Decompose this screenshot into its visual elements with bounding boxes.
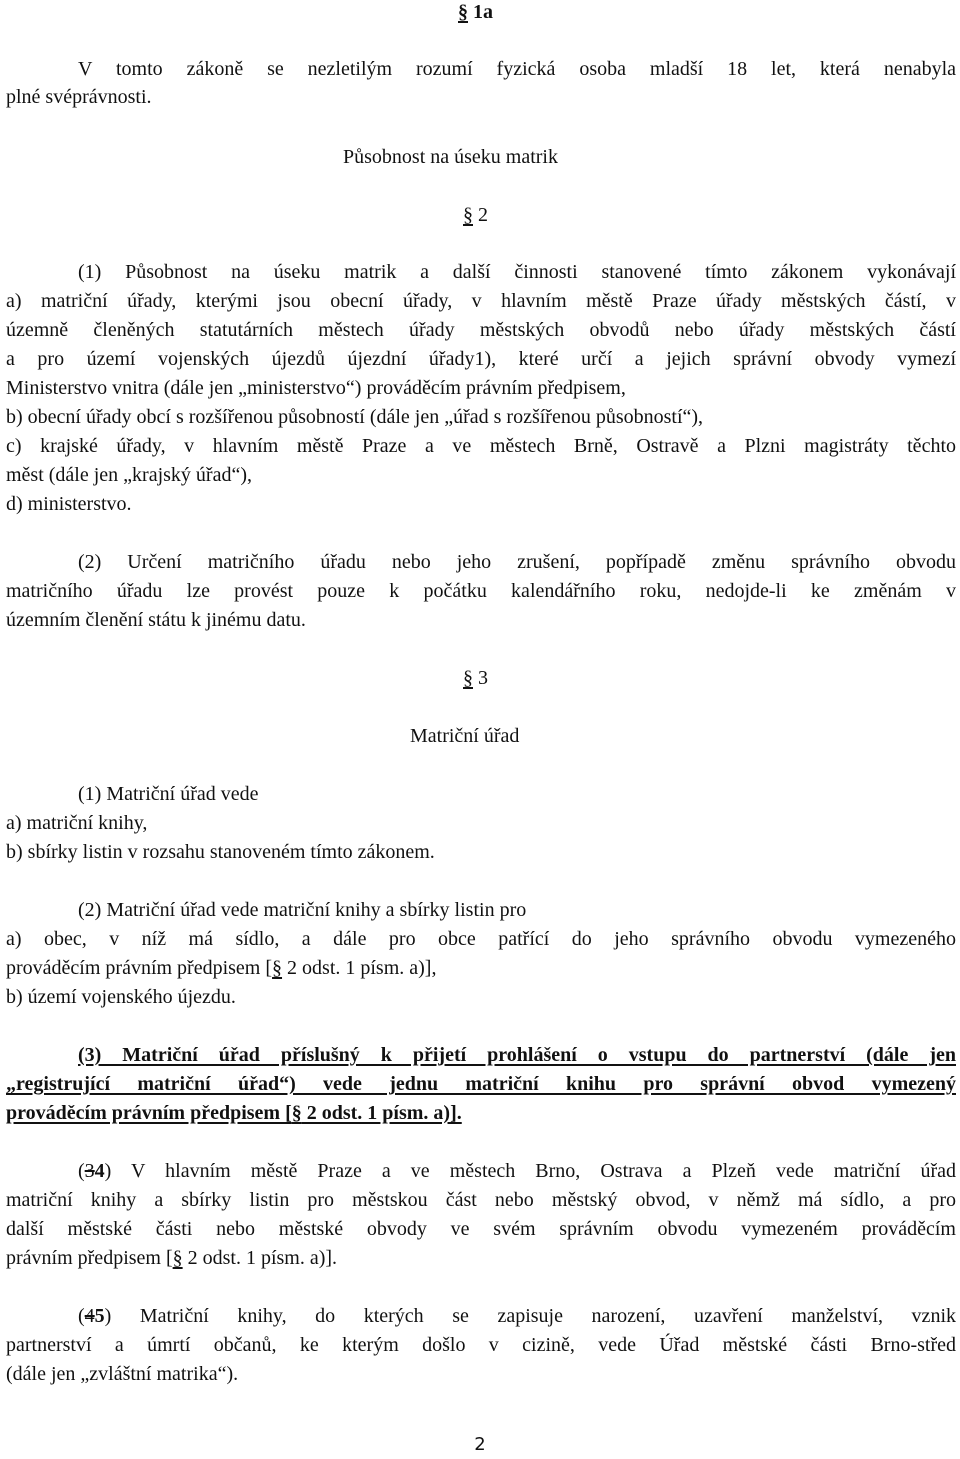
text-fragment: prováděcím právním předpisem [ (6, 957, 273, 979)
text-line: matričního úřadu lze provést pouze k počátku kalendářního roku, nedojde-li ke změnám v (6, 580, 956, 602)
section-number: 2 (478, 204, 488, 226)
text-line: d) ministerstvo. (6, 493, 132, 515)
text-line: (2) Matriční úřad vede matriční knihy a sbírky listin pro (78, 899, 527, 921)
text-fragment: prováděcím právním předpisem [ (6, 1102, 292, 1124)
section-heading-3 (463, 664, 488, 693)
section-symbol: § (463, 204, 473, 226)
text-line: matriční knihy a sbírky listin pro městskou část nebo městský obvod, v němž má sídlo, a pro (6, 1189, 956, 1211)
text-line: a) matriční úřady, kterými jsou obecní úřady, v hlavním městě Praze úřady městských částí, v (6, 290, 956, 312)
text-fragment: 2 odst. 1 písm. a)]. (301, 1102, 462, 1124)
section-symbol: § (172, 1247, 183, 1269)
part-heading: Působnost na úseku matrik (343, 146, 558, 168)
text-line: měst (dále jen „krajský úřad“), (6, 464, 253, 486)
section-symbol: § (458, 1, 468, 23)
inserted-number: 5 (94, 1305, 105, 1327)
text-line: (dále jen „zvláštní matrika“). (6, 1363, 239, 1385)
text-line: (3) Matriční úřad příslušný k přijetí prohlášení o vstupu do partnerství (dále jen (78, 1044, 956, 1066)
text-line: další městské části nebo městské obvody ve svém správním obvodu vymezeném prováděcím (6, 1218, 956, 1240)
text-fragment: ( (78, 1160, 85, 1182)
text-line: c) krajské úřady, v hlavním městě Praze a ve městech Brně, Ostravě a Plzni magistráty těchto (6, 435, 956, 457)
text-line: a pro území vojenských újezdů újezdní úřady1), které určí a jejich správní obvody vymezí (6, 348, 956, 370)
text-line: partnerství a úmrtí občanů, ke kterým došlo v cizině, vede Úřad městské části Brno-střed (6, 1334, 956, 1356)
section-symbol: § (291, 1102, 302, 1124)
text-line (78, 1302, 956, 1331)
text-line: b) sbírky listin v rozsahu stanoveném tímto zákonem. (6, 841, 435, 863)
deleted-number: 4 (84, 1305, 95, 1327)
text-line: Ministerstvo vnitra (dále jen „ministerstvo“) prováděcím právním předpisem, (6, 377, 626, 399)
text-line: (2) Určení matričního úřadu nebo jeho zrušení, popřípadě změnu správního obvodu (78, 551, 956, 573)
text-fragment: 2 odst. 1 písm. a)]. (182, 1247, 338, 1269)
text-line: b) území vojenského újezdu. (6, 986, 236, 1008)
section-heading-2 (463, 201, 488, 230)
text-fragment: právním předpisem [ (6, 1247, 173, 1269)
text-line: a) matriční knihy, (6, 812, 148, 834)
text-fragment: ) V hlavním městě Praze a ve městech Brno, Ostrava a Plzeň vede matriční úřad (104, 1160, 956, 1182)
text-line (78, 1157, 956, 1186)
text-line: územním členění státu k jinému datu. (6, 609, 306, 631)
section-symbol: § (272, 957, 283, 979)
section-number: 3 (478, 667, 488, 689)
text-line: plné svéprávnosti. (6, 86, 152, 108)
inserted-number: 4 (94, 1160, 105, 1182)
text-line (6, 1244, 956, 1273)
text-line: a) obec, v níž má sídlo, a dále pro obce patřící do jeho správního obvodu vymezeného (6, 928, 956, 950)
text-line: územně členěných statutárních městech úřady městských obvodů nebo úřady městských částí (6, 319, 956, 341)
text-fragment: ( (78, 1305, 85, 1327)
text-line: (1) Matriční úřad vede (78, 783, 259, 805)
text-line (6, 1099, 956, 1128)
text-line (6, 954, 956, 983)
text-line: V tomto zákoně se nezletilým rozumí fyzická osoba mladší 18 let, která nenabyla (78, 58, 956, 80)
deleted-number: 3 (84, 1160, 95, 1182)
section-number: 1a (473, 1, 493, 23)
text-line: „registrující matriční úřad“) vede jednu matriční knihu pro správní obvod vymezený (6, 1073, 956, 1095)
section-heading-1a (458, 0, 493, 27)
page-number: 2 (474, 1434, 486, 1455)
text-line: (1) Působnost na úseku matrik a další činnosti stanovené tímto zákonem vykonávají (78, 261, 956, 283)
section-symbol: § (463, 667, 473, 689)
text-fragment: ) Matriční knihy, do kterých se zapisuje narození, uzavření manželství, vznik (104, 1305, 956, 1327)
section-title: Matriční úřad (410, 725, 520, 747)
text-fragment: 2 odst. 1 písm. a)], (282, 957, 437, 979)
text-line: b) obecní úřady obcí s rozšířenou působností (dále jen „úřad s rozšířenou působností“), (6, 406, 704, 428)
